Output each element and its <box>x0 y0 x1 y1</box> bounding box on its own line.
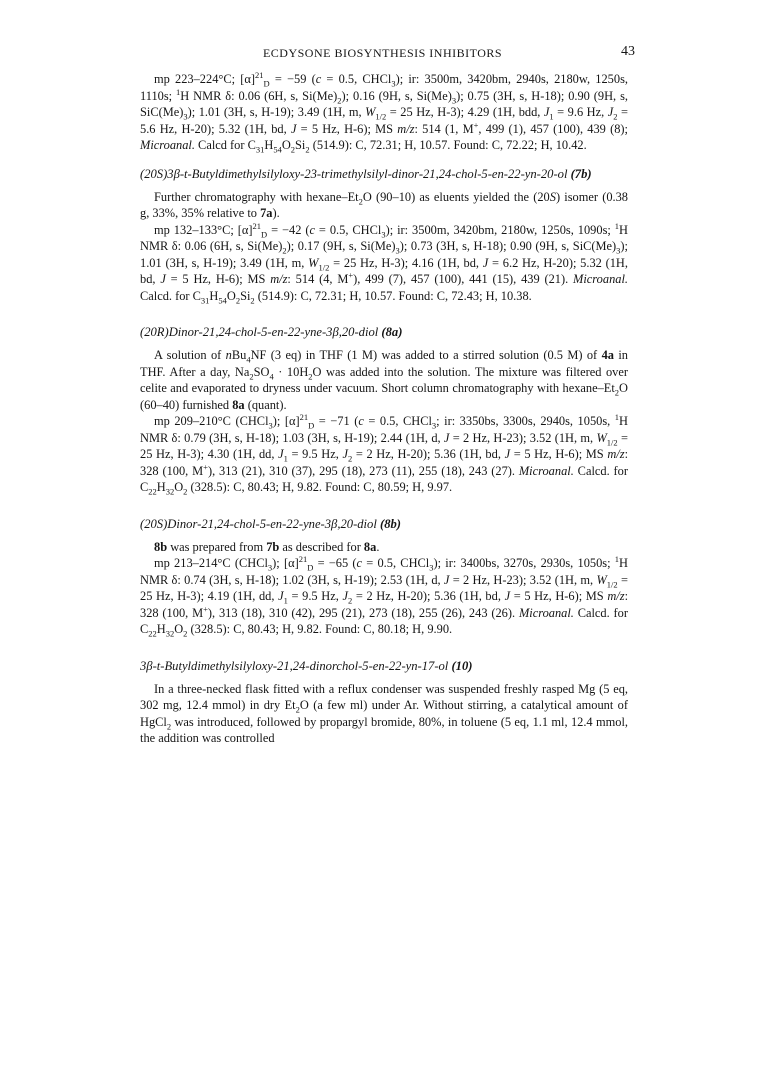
spectral-data-7a: mp 223–224°C; $[\alpha]^{21}_D = -59$ (c = 0.5, CHCl$_3$); ir: 3500m, 3420bm, 2940s, 2180w, 1250s, 1110s; $^1$H NMR δ: 0.06 (6H, s, $Si(Me)_2$); 0.16 (9H, s, $Si(Me)_3$); 0.75 (3H, s, H-18); 0.90 (9H, s, $SiC(Me)_3$); 1.01 (3H, s, H-19); 3.49 (1H, m, $W_{1/2} = 25$ Hz, H-3); 4.29 (1H, bdd, $J_1 = 9.6$ Hz, $J_2 = 5.6$ Hz, H-20); 5.32 (1H, bd, J = 5 Hz, H-6); MS m/z: 514 (1, M+, 499 (1), 457 (100), 439 (8); Microanal. Calcd for $C_{31}H_{54}O_2Si_2$ (514.9): C, 72.31; H, 10.57. Found: C, 72.22; H, 10.42. <box>140 69 628 155</box>
page-number: 43 <box>621 44 635 59</box>
main-text <box>140 71 628 747</box>
running-title: ECDYSONE BIOSYNTHESIS INHIBITORS <box>262 46 503 60</box>
spectral-data-8a: mp 209–210°C (CHCl$_3$); $[\alpha]^{21}_D = -71$ (c = 0.5, CHCl$_3$; ir: 3350bs, 3300s, 2940s, 1050s, $^1$H NMR δ: 0.79 (3H, s, H-18); 1.03 (3H, s, H-19); 2.44 (1H, d, J = 2 Hz, H-23); 3.52 (1H, m, $W_{1/2} = 25$ Hz, H-3); 4.30 (1H, dd, $J_1 = 9.5$ Hz, $J_2 = 2$ Hz, H-20); 5.36 (1H, bd, J = 5 Hz, H-6); MS m/z: 328 (100, M+), 313 (21), 310 (37), 295 (18), 273 (11), 255 (18), 243 (27). Microanal. Calcd. for $C_{22}H_{32}O_2$ (328.5): C, 80.43; H, 9.82. Found: C, 80.59; H, 9.97. <box>140 411 629 497</box>
spectral-data-8b: mp 213–214°C (CHCl$_3$); $[\alpha]^{21}_D = -65$ (c = 0.5, CHCl$_3$); ir: 3400bs, 3270s, 2930s, 1050s; $^1$H NMR δ: 0.74 (3H, s, H-18); 1.02 (3H, s, H-19); 2.53 (1H, d, J = 2 Hz, H-23); 3.52 (1H, m, $W_{1/2} = 25$ Hz, H-3); 4.19 (1H, dd, $J_1 = 9.5$ Hz, $J_2 = 2$ Hz, H-20); 5.36 (1H, bd, J = 5 Hz, H-6); MS m/z: 328 (100, M+), 313 (18), 310 (42), 295 (21), 273 (18), 255 (26), 243 (26). Microanal. Calcd. for $C_{22}H_{32}O_2$ (328.5): C, 80.43; H, 9.82. Found: C, 80.18; H, 9.90. <box>140 553 629 639</box>
section-heading-10: 3β-t-Butyldimethylsilyloxy-21,24-dinorchol-5-en-22-yn-17-ol (10) <box>140 658 473 673</box>
section-heading-7b: (20S)3β-t-Butyldimethylsilyloxy-23-trimethylsilyl-dinor-21,24-chol-5-en-22-yn-20-ol (7b) <box>140 166 592 181</box>
section-heading-8b: (20S)Dinor-21,24-chol-5-en-22-yne-3β,20-diol (8b) <box>140 516 401 531</box>
page-header <box>0 44 765 64</box>
procedure-8a: A solution of nBu$_4$NF (3 eq) in THF (1 M) was added to a stirred solution (0.5 M) of 4a in THF. After a day, $Na_2SO_4 \cdot 10H_2O$ was added into the solution. The mixture was filtered over celite and evaporated to dryness under vacuum. Short column chromatography with hexane–$Et_2O$ (60–40) furnished 8a (quant). <box>140 348 628 412</box>
section-heading-8a: (20R)Dinor-21,24-chol-5-en-22-yne-3β,20-diol (8a) <box>140 325 403 339</box>
procedure-7b: Further chromatography with hexane–$Et_2O$ (90–10) as eluents yielded the (20S) isomer (0.38 g, 33%, 35% relative to 7a). <box>140 189 629 220</box>
procedure-10: In a three-necked flask fitted with a reflux condenser was suspended freshly rasped Mg (5 eq, 302 mg, 12.4 mmol) in dry $Et_2O$ (a few ml) under Ar. Without stirring, a catalytical amount of HgCl$_2$ was introduced, followed by propargyl bromide, 80%, in toluene (5 eq, 1.1 ml, 12.4 mmol, the addition was controlled <box>140 681 628 745</box>
spectral-data-7b: mp 132–133°C; $[\alpha]^{21}_D = -42$ (c = 0.5, CHCl$_3$); ir: 3500m, 3420bm, 2180w, 1250s, 1090s; $^1$H NMR δ: 0.06 (6H, s, $Si(Me)_2$); 0.17 (9H, s, $Si(Me)_3$); 0.73 (3H, s, H-18); 0.90 (9H, s, $SiC(Me)_3$); 1.01 (3H, s, H-19); 3.49 (1H, m, $W_{1/2} = 25$ Hz, H-3); 4.16 (1H, bd, J = 6.2 Hz, H-20); 5.32 (1H, bd, J = 5 Hz, H-6); MS m/z: 514 (4, M+), 499 (7), 457 (100), 441 (15), 439 (21). Microanal. Calcd. for $C_{31}H_{54}O_2Si_2$ (514.9): C, 72.31; H, 10.57. Found: C, 72.43; H, 10.38. <box>140 220 628 305</box>
procedure-8b: 8b was prepared from 7b as described for 8a. <box>154 539 380 554</box>
